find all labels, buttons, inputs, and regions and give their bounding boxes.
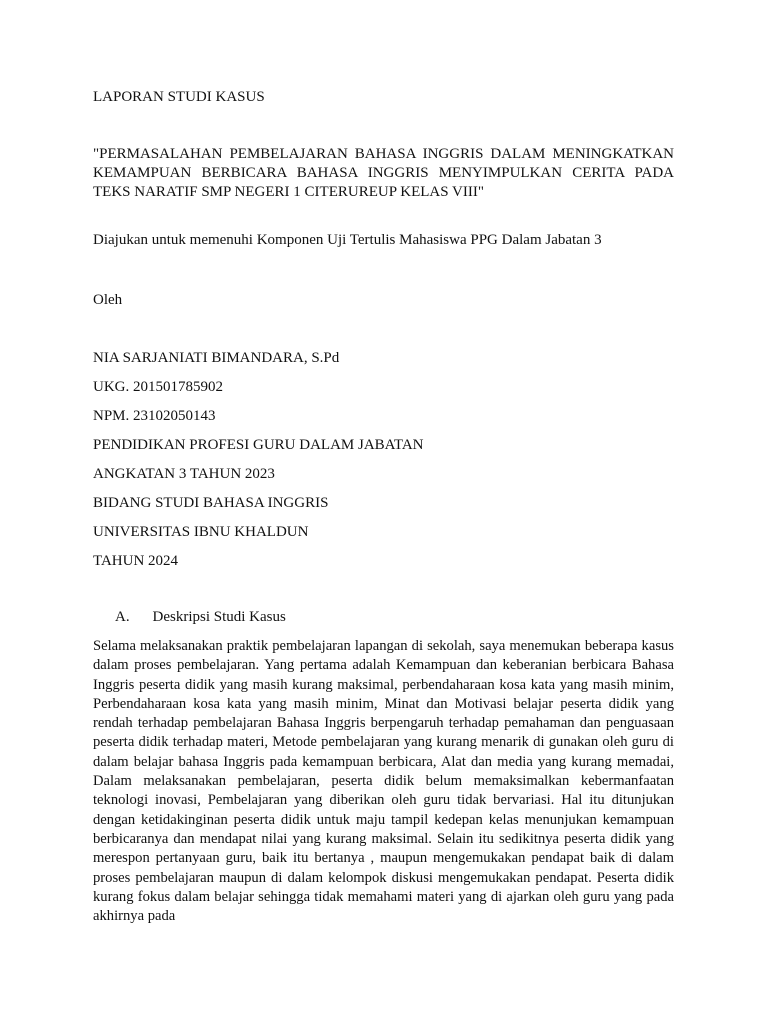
study-field: BIDANG STUDI BAHASA INGGRIS (93, 495, 329, 511)
section-a-heading (93, 608, 286, 627)
section-a-title: Deskripsi Studi Kasus (152, 609, 286, 625)
university-name: UNIVERSITAS IBNU KHALDUN (93, 524, 309, 540)
report-subtitle: Diajukan untuk memenuhi Komponen Uji Tertulis Mahasiswa PPG Dalam Jabatan 3 (93, 232, 602, 248)
npm-number: NPM. 23102050143 (93, 408, 216, 424)
report-year: TAHUN 2024 (93, 553, 179, 569)
by-label: Oleh (93, 292, 123, 308)
cohort-year: ANGKATAN 3 TAHUN 2023 (93, 466, 275, 482)
section-a-paragraph: Selama melaksanakan praktik pembelajaran lapangan di sekolah, saya menemukan beberapa kasus dalam proses pembelajaran. Yang pertama adalah Kemampuan dan keberanian berbicara Bahasa Inggris peserta didik yang masih kurang maksimal, perbendaharaan kosa kata yang masih minim, Perbendaharaan kosa kata yang masih minim, Minat dan Motivasi belajar peserta didik yang rendah terhadap pembelajaran Bahasa Inggris berpengaruh terhadap pemahaman dan penguasaan peserta didik terhadap materi, Metode pembelajaran yang kurang menarik di gunakan oleh guru di dalam belajar bahasa Inggris pada kemampuan berbicara, Alat dan media yang kurang memadai, Dalam melaksanakan pembelajaran, peserta didik belum memaksimalkan kebermanfaatan teknologi inovasi, Pembelajaran yang diberikan oleh guru tidak bervariasi. Hal itu ditunjukan dengan ketidakinginan peserta didik untuk maju tampil kedepan kelas menunjukan kemampuan berbicaranya dan mendapat nilai yang kurang maksimal. Selain itu sedikitnya peserta didik yang merespon pertanyaan guru, baik itu bertanya , maupun mengemukakan pendapat baik di dalam proses pembelajaran maupun di dalam kelompok diskusi mengemukakan pendapat. Peserta didik kurang fokus dalam belajar sehingga tidak memahami materi yang di ajarkan oleh guru yang pada akhirnya pada (93, 638, 674, 925)
program-name: PENDIDIKAN PROFESI GURU DALAM JABATAN (93, 437, 424, 453)
document-page (93, 0, 674, 1024)
report-label: LAPORAN STUDI KASUS (93, 89, 265, 105)
author-name: NIA SARJANIATI BIMANDARA, S.Pd (93, 350, 340, 366)
ukg-number: UKG. 201501785902 (93, 379, 223, 395)
report-title: "PERMASALAHAN PEMBELAJARAN BAHASA INGGRIS DALAM MENINGKATKAN KEMAMPUAN BERBICARA BAHASA INGGRIS MENYIMPULKAN CERITA PADA TEKS NARATIF SMP NEGERI 1 CITERUREUP KELAS VIII" (93, 146, 674, 200)
section-a-marker: A. (115, 609, 130, 625)
